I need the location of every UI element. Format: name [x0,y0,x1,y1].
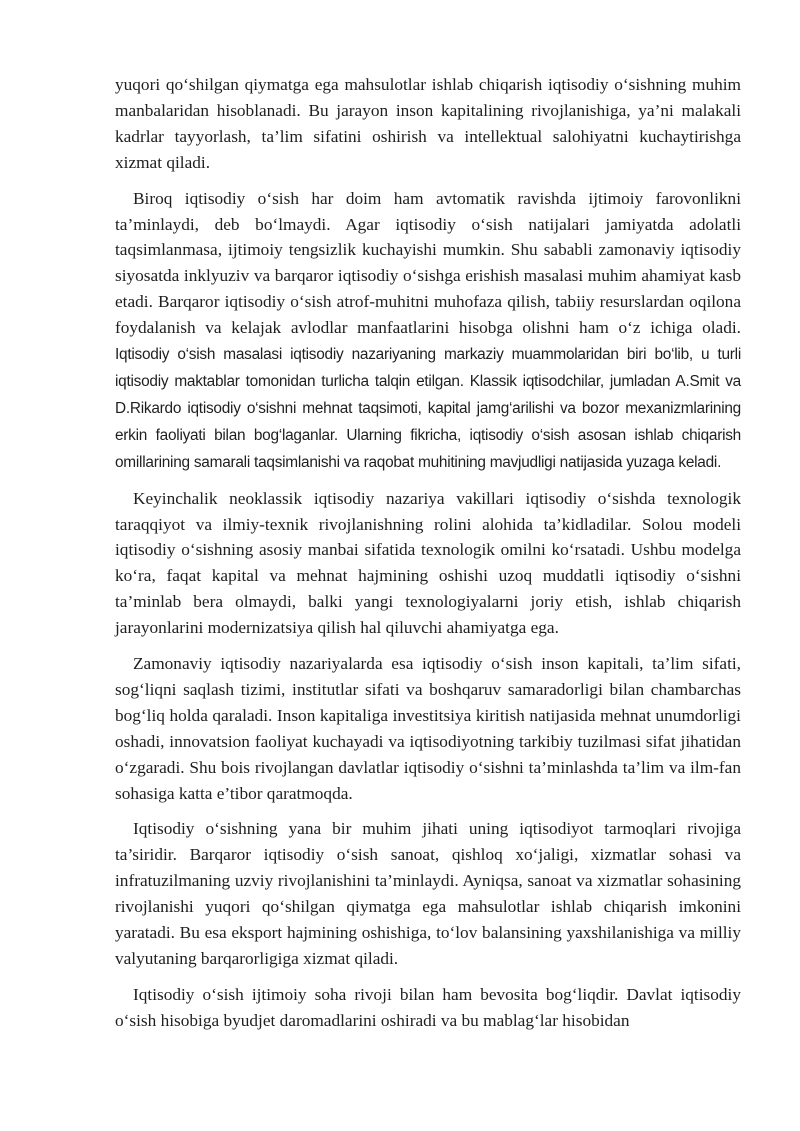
paragraph-inclusive-growth-text: Biroq iqtisodiy o‘sish har doim ham avtomatik ravishda ijtimoiy farovonlikni ta’minlaydi, deb bo‘lmaydi. Agar iqtisodiy o‘sish natijalari jamiyatda adolatli taqsimlanmasa, ijtimoiy tengsizlik kuchayishi mumkin. Shu sababli zamonaviy iqtisodiy siyosatda inklyuziv va barqaror iqtisodiy o‘sishga erishish masalasi muhim ahamiyat kasb etadi. Barqaror iqtisodiy o‘sish atrof-muhitni muhofaza qilish, tabiiy resurslardan oqilona foydalanish va kelajak avlodlar manfaatlarini hisobga olishni ham o‘z ichiga oladi. [115,188,741,338]
paragraph-sectors: Iqtisodiy o‘sishning yana bir muhim jihati uning iqtisodiyot tarmoqlari rivojiga ta’siridir. Barqaror iqtisodiy o‘sish sanoat, qishloq xo‘jaligi, xizmatlar sohasi va infratuzilmaning uzviy rivojlanishini ta’minlaydi. Ayniqsa, sanoat va xizmatlar sohasining rivojlanishi yuqori qo‘shilgan qiymatga ega mahsulotlar ishlab chiqarish imkonini yaratadi. Bu esa eksport hajmining oshishiga, to‘lov balansining yaxshilanishiga va milliy valyutaning barqarorligiga xizmat qiladi. [115,819,741,968]
paragraph-continuation: yuqori qo‘shilgan qiymatga ega mahsulotlar ishlab chiqarish iqtisodiy o‘sishning muhim manbalaridan hisoblanadi. Bu jarayon inson kapitalining rivojlanishiga, ya’ni malakali kadrlar tayyorlash, ta’lim sifatini oshirish va intellektual salohiyatni kuchaytirishga xizmat qiladi. [115,75,741,172]
document-page [115,72,741,1044]
paragraph-social-sphere: Iqtisodiy o‘sish ijtimoiy soha rivoji bilan ham bevosita bog‘liqdir. Davlat iqtisodiy o‘sish hisobiga byudjet daromadlarini oshiradi va bu mablag‘lar hisobidan [115,984,741,1030]
paragraph-neoclassical: Keyinchalik neoklassik iqtisodiy nazariya vakillari iqtisodiy o‘sishda texnologik taraqqiyot va ilmiy-texnik rivojlanishning rolini alohida ta’kidladilar. Solou modeli iqtisodiy o‘sishning asosiy manbai sifatida texnologik omilni ko‘rsatadi. Ushbu modelga ko‘ra, faqat kapital va mehnat hajmining oshishi uzoq muddatli iqtisodiy o‘sishni ta’minlab bera olmaydi, balki yangi texnologiyalarni joriy etish, ishlab chiqarish jarayonlarini modernizatsiya qilish hal qiluvchi ahamiyatga ega. [115,488,741,638]
paragraph-inclusive-growth-sans-text: Iqtisodiy o‘sish masalasi iqtisodiy nazariyaning markaziy muammolaridan biri bo‘lib, u turli iqtisodiy maktablar tomonidan turlicha talqin etilgan. Klassik iqtisodchilar, jumladan A.Smit va D.Rikardo iqtisodiy o‘sishni mehnat taqsimoti, kapital jamg‘arilishi va bozor mexanizmlarining erkin faoliyati bilan bog‘laganlar. Ularning fikricha, iqtisodiy o‘sish asosan ishlab chiqarish omillarining samarali taqsimlanishi va raqobat muhitining mavjudligi natijasida yuzaga keladi. [115,346,741,471]
paragraph-modern-theories: Zamonaviy iqtisodiy nazariyalarda esa iqtisodiy o‘sish inson kapitali, ta’lim sifati, sog‘liqni saqlash tizimi, institutlar sifati va boshqaruv samaradorligi bilan chambarchas bog‘liq holda qaraladi. Inson kapitaliga investitsiya kiritish natijasida mehnat unumdorligi oshadi, innovatsion faoliyat kuchayadi va iqtisodiyotning tarkibiy tuzilmasi sifat jihatidan o‘zgaradi. Shu bois rivojlangan davlatlar iqtisodiy o‘sishni ta’minlashda ta’lim va ilm-fan sohasiga katta e’tibor qaratmoqda. [115,654,741,803]
paragraph-inclusive-growth [115,186,741,476]
